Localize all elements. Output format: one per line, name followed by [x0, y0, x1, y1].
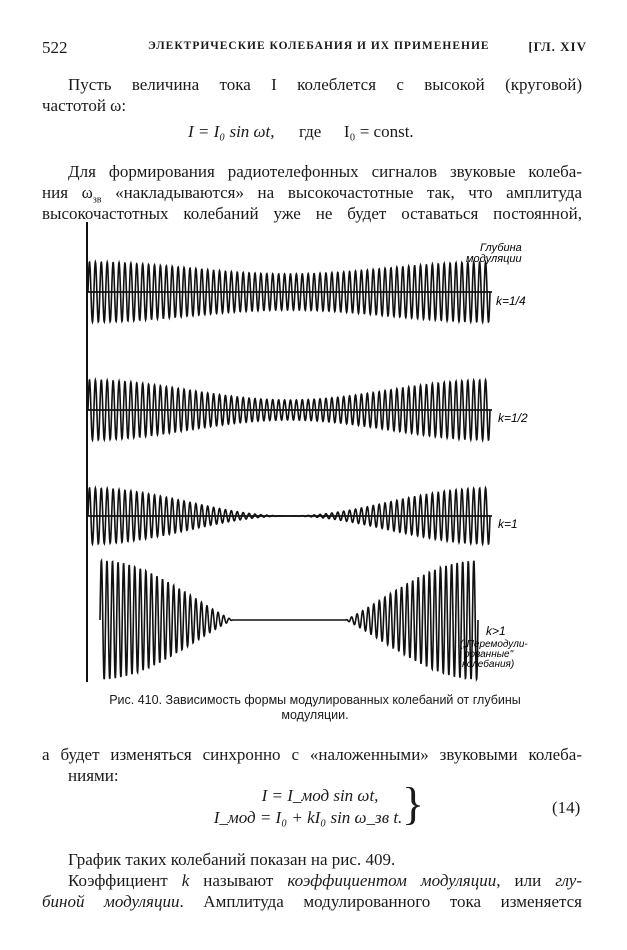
- para3-line2: ниями:: [68, 766, 119, 785]
- label-k-one: k=1: [498, 517, 518, 531]
- para5-line2-post: . Амплитуда модулированного тока изменяется: [179, 892, 582, 911]
- para4-line1: График таких колебаний показан на рис. 409.: [68, 850, 396, 869]
- para5-post: , или: [496, 871, 556, 890]
- para5-term2: глу-: [555, 871, 582, 890]
- modulation-figure: [82, 222, 552, 684]
- overmod-note-3: колебания): [462, 659, 515, 670]
- caption-line-2: модуляции.: [281, 708, 349, 722]
- para5-mid: называют: [189, 871, 288, 890]
- para5-term3: биной модуляции: [42, 892, 180, 911]
- page-number: 522: [42, 38, 68, 57]
- para3-line1: а будет изменяться синхронно с «наложенными» звуковыми колеба-: [42, 745, 582, 764]
- overmod-note-1: („Перемодули-: [460, 639, 528, 650]
- formula-2-brace: }: [402, 778, 425, 829]
- formula-1: [188, 122, 488, 142]
- depth-label-2: модуляции: [466, 253, 522, 265]
- label-k-quarter: k=1/4: [496, 294, 526, 308]
- label-k-half: k=1/2: [498, 411, 528, 425]
- para2-line2-post: «накладываются» на высокочастотные так, что амплитуда: [101, 183, 582, 202]
- formula-2-line-2: I_мод = I₀ + kI₀ sin ω_зв t.: [213, 808, 403, 827]
- chapter-ref: [ГЛ. XIV: [528, 39, 587, 54]
- formula-2-line-1: I = I_мод sin ωt,: [261, 786, 379, 805]
- omega-sub-zv: зв: [92, 194, 102, 206]
- figure-caption: [60, 693, 570, 723]
- para5-line2: [42, 891, 582, 912]
- formula-1-lhs: I = I₀ sin ωt,: [188, 122, 275, 141]
- para1-line1: Пусть величина тока I колеблется с высокой (круговой): [68, 75, 582, 94]
- formula-1-rhs: I₀ = const.: [343, 122, 414, 141]
- header-title: ЭЛЕКТРИЧЕСКИЕ КОЛЕБАНИЯ И ИХ ПРИМЕНЕНИЕ: [148, 40, 490, 52]
- para2-line3: высокочастотных колебаний уже не будет оставаться постоянной,: [42, 204, 582, 223]
- para5-term: коэффициентом модуляции: [287, 871, 497, 890]
- overmod-note-2: рованные": [464, 649, 514, 660]
- caption-line-1: Рис. 410. Зависимость формы модулированных колебаний от глубины: [109, 693, 521, 707]
- label-k-over: k>1: [486, 624, 506, 638]
- para5-k: k: [181, 871, 190, 890]
- para2-line1: Для формирования радиотелефонных сигналов звуковые колеба-: [68, 162, 582, 181]
- equation-number: (14): [552, 798, 581, 817]
- para5-pre: Коэффициент: [68, 871, 182, 890]
- para1-line2: частотой ω:: [42, 96, 127, 115]
- waveform-k>1: [100, 561, 478, 680]
- running-header: [42, 38, 587, 58]
- depth-label-1: Глубина: [480, 242, 522, 254]
- para5-line1: [68, 870, 582, 891]
- para2-line2-pre: ния ω: [42, 183, 93, 202]
- formula-1-where: где: [299, 122, 322, 141]
